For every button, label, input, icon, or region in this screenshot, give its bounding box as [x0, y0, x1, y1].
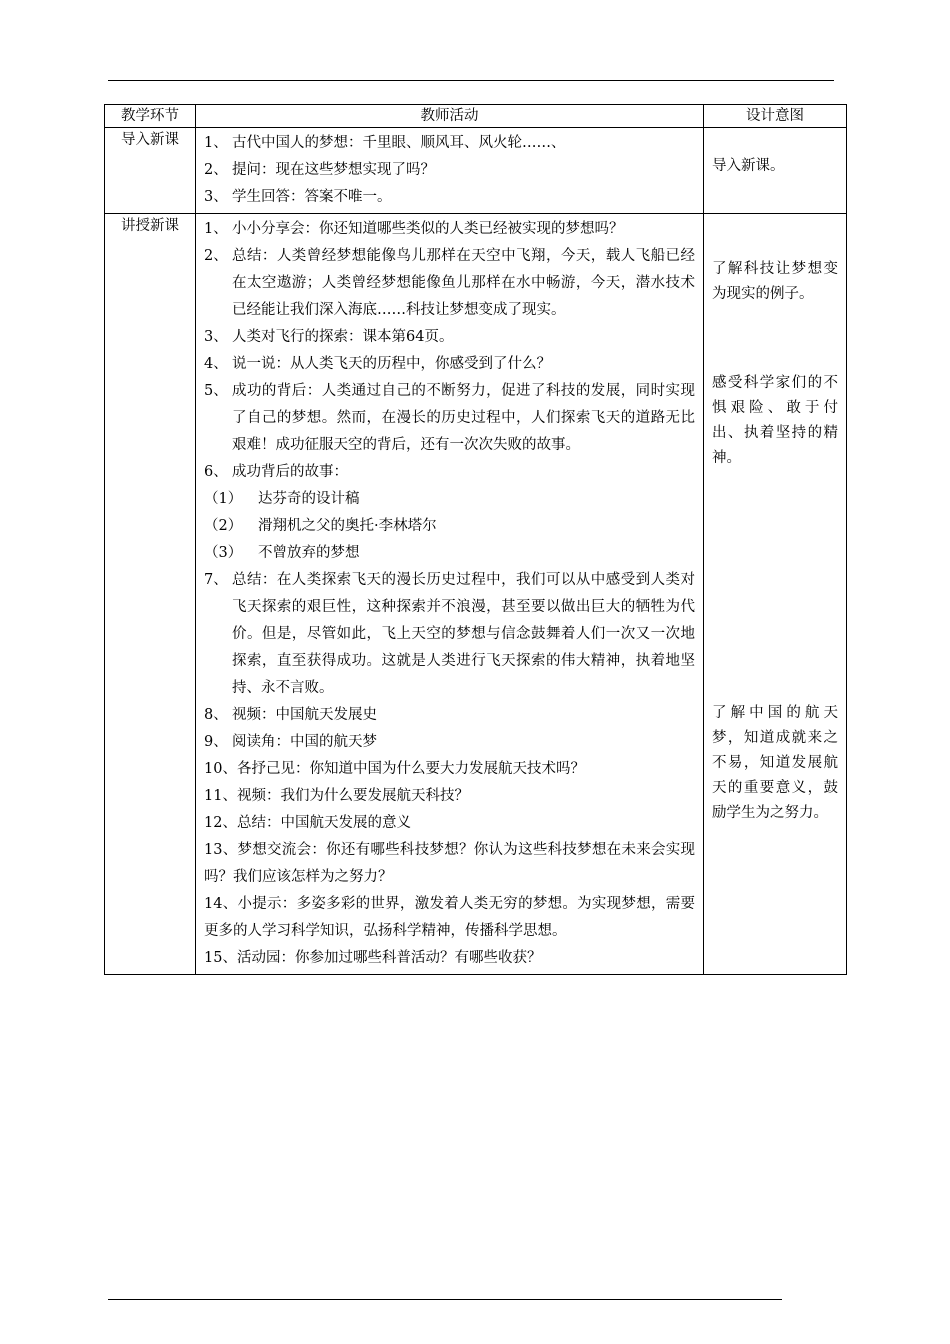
item-number: 15、 [204, 950, 237, 966]
list-item [204, 130, 695, 157]
list-item [204, 783, 695, 810]
item-text: 古代中国人的梦想：千里眼、顺风耳、风火轮……、 [232, 135, 566, 151]
item-text: 阅读角：中国的航天梦 [232, 734, 377, 750]
item-text: 说一说：从人类飞天的历程中，你感受到了什么？ [232, 356, 551, 372]
intent-cell [704, 128, 847, 214]
item-text: 小小分享会：你还知道哪些类似的人类已经被实现的梦想吗？ [232, 221, 624, 237]
item-number: 3、 [204, 189, 228, 205]
list-item [204, 540, 695, 567]
list-item [204, 513, 695, 540]
intent-text: 感受科学家们的不惧艰险、敢于付出、执着坚持的精神。 [712, 375, 838, 466]
list-item [204, 459, 695, 486]
item-number: 4、 [204, 356, 228, 372]
item-text: 总结：人类曾经梦想能像鸟儿那样在天空中飞翔，今天，载人飞船已经在太空遨游；人类曾经梦想能像鱼儿那样在水中畅游，今天，潜水技术已经能让我们深入海底……科技让梦想变成了现实。 [232, 248, 695, 318]
item-number: 13、 [204, 842, 238, 858]
list-item [204, 184, 695, 211]
item-text: 总结：中国航天发展的意义 [236, 815, 411, 831]
item-number: 1、 [204, 135, 228, 151]
list-item [204, 567, 695, 702]
table-row [105, 128, 847, 214]
list-item [204, 486, 695, 513]
list-item [204, 157, 695, 184]
list-item [204, 945, 695, 972]
item-number: 1、 [204, 221, 228, 237]
intent-text: 导入新课。 [712, 158, 785, 174]
item-text: 视频：我们为什么要发展航天科技？ [236, 788, 469, 804]
header-rule [108, 80, 834, 81]
header-intent: 设计意图 [704, 105, 847, 128]
table-header-row [105, 105, 847, 128]
item-number: 2、 [204, 162, 228, 178]
item-text: 成功背后的故事： [232, 464, 348, 480]
item-number: 12、 [204, 815, 237, 831]
list-item [204, 837, 695, 891]
item-number: 7、 [204, 572, 228, 588]
list-item [204, 216, 695, 243]
item-text: 梦想交流会：你还有哪些科技梦想？你认为这些科技梦想在未来会实现吗？我们应该怎样为之努力？ [204, 842, 696, 885]
item-text: 成功的背后：人类通过自己的不断努力，促进了科技的发展，同时实现了自己的梦想。然而，在漫长的历史过程中，人们探索飞天的道路无比艰难！成功征服天空的背后，还有一次次失败的故事。 [232, 383, 695, 453]
item-text: 各抒己见：你知道中国为什么要大力发展航天技术吗？ [236, 761, 585, 777]
table-row [105, 214, 847, 975]
item-number: 9、 [204, 734, 228, 750]
stage-cell: 导入新课 [105, 128, 196, 214]
item-number: 10、 [204, 761, 237, 777]
header-activity: 教师活动 [196, 105, 704, 128]
lesson-plan-table [104, 104, 847, 975]
activity-cell [196, 128, 704, 214]
item-number: 11、 [204, 788, 237, 804]
item-text: 活动园：你参加过哪些科普活动？有哪些收获？ [236, 950, 542, 966]
item-number: 14、 [204, 896, 238, 912]
item-text: 视频：中国航天发展史 [232, 707, 377, 723]
list-item [204, 378, 695, 459]
item-number: 6、 [204, 464, 228, 480]
intent-text: 了解科技让梦想变为现实的例子。 [712, 261, 838, 302]
list-item [204, 351, 695, 378]
item-text: 总结：在人类探索飞天的漫长历史过程中，我们可以从中感受到人类对飞天探索的艰巨性，这种探索并不浪漫，甚至要以做出巨大的牺牲为代价。但是，尽管如此，飞上天空的梦想与信念鼓舞着人们一次又一次地探索，直至获得成功。这就是人类进行飞天探索的伟大精神，执着地坚持、永不言败。 [232, 572, 695, 696]
item-number: （3） [204, 545, 243, 561]
item-number: 5、 [204, 383, 228, 399]
header-stage: 教学环节 [105, 105, 196, 128]
item-number: 3、 [204, 329, 228, 345]
list-item [204, 810, 695, 837]
item-text: 滑翔机之父的奥托·李林塔尔 [258, 518, 437, 534]
item-number: 8、 [204, 707, 228, 723]
list-item [204, 702, 695, 729]
list-item [204, 324, 695, 351]
stage-cell: 讲授新课 [105, 214, 196, 975]
item-number: （1） [204, 491, 243, 507]
item-text: 提问：现在这些梦想实现了吗？ [232, 162, 435, 178]
item-text: 人类对飞行的探索：课本第64页。 [232, 329, 454, 345]
item-text: 小提示：多姿多彩的世界，激发着人类无穷的梦想。为实现梦想，需要更多的人学习科学知识，弘扬科学精神，传播科学思想。 [204, 896, 696, 939]
intent-cell [704, 214, 847, 975]
item-text: 达芬奇的设计稿 [258, 491, 360, 507]
item-text: 不曾放弃的梦想 [258, 545, 360, 561]
list-item [204, 756, 695, 783]
item-number: 2、 [204, 248, 228, 264]
item-number: （2） [204, 518, 243, 534]
item-text: 学生回答：答案不唯一。 [232, 189, 392, 205]
list-item [204, 729, 695, 756]
list-item [204, 891, 695, 945]
list-item [204, 243, 695, 324]
intent-text: 了解中国的航天梦，知道成就来之不易，知道发展航天的重要意义，鼓励学生为之努力。 [712, 705, 838, 821]
footer-rule [108, 1299, 782, 1300]
activity-cell [196, 214, 704, 975]
